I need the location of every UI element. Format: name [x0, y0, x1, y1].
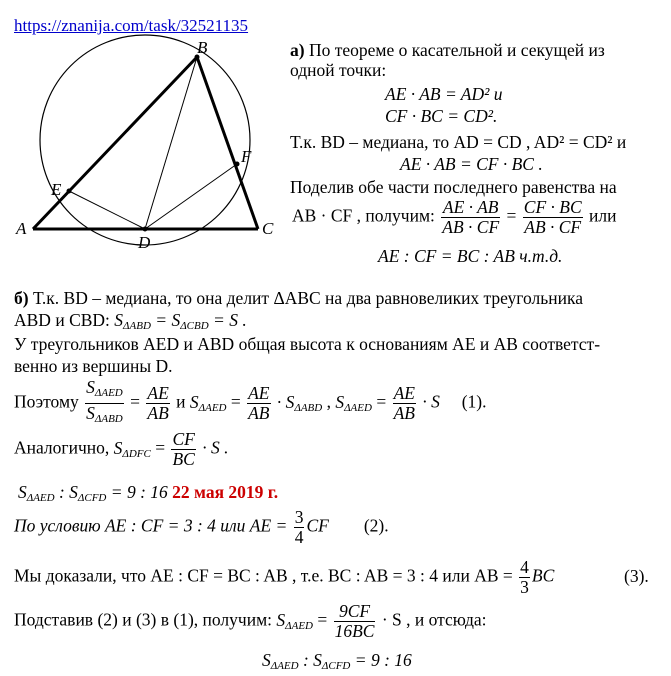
part-a-line2: одной точки:	[290, 60, 387, 80]
part-a-eq2: CF · BC = CD².	[385, 106, 498, 126]
part-b-line3: У треугольников AED и ABD общая высота к основаниям AE и AB соответст-	[14, 334, 601, 354]
label-d: D	[138, 233, 151, 252]
part-a-eq3: AE · AB = CF · BC .	[400, 154, 543, 174]
part-b-line4: венно из вершины D.	[14, 356, 173, 376]
part-a-eq4: AE : CF = BC : AB ч.т.д.	[378, 246, 563, 266]
segment-fd	[145, 164, 237, 229]
part-b-line6: Аналогично, $S_{\Delta DFC}$ = $\frac{CF}{BC}$ · S .	[14, 429, 229, 469]
part-a-line1-text: По теореме о касательной и секущей из	[304, 40, 605, 60]
part-a-head: а)	[290, 40, 305, 60]
part-a-line4: Поделив обе части последнего равенства на	[290, 177, 617, 197]
fraction-cf-bc-over-ab-cf: $\frac{CF \cdot BC}{AB \cdot CF}$	[523, 197, 582, 237]
part-a-line5-pre: AB · CF , получим:	[292, 205, 435, 226]
point-f	[235, 162, 240, 167]
part-b-line7: $S_{\Delta AED}$ : $S_{\Delta CFD} = 9$ : 16 22 мая 2019 г.	[18, 482, 279, 504]
part-b-line9: Мы доказали, что AE : CF = BC : AB , т.е. BC : AB = 3 : 4 или AB = $\frac{4}{3}$ BC	[14, 557, 555, 597]
part-b-line11: $S_{\Delta AED}$ : $S_{\Delta CFD} = 9$ : 16	[262, 650, 412, 672]
fraction-4-over-3: $\frac{4}{3}$	[520, 557, 529, 597]
part-b-line10: Подставив (2) и (3) в (1), получим: $S_{\Delta AED}$ = $\frac{9CF}{16BC}$ · S , и отсюда:	[14, 601, 487, 641]
part-b-line8: По условию AE : CF = 3 : 4 или AE = $\frac{3}{4}$ CF (2).	[14, 507, 389, 547]
fraction-3-over-4: $\frac{3}{4}$	[294, 507, 304, 547]
fraction-ae-over-ab-3: $\frac{AE}{AB}$	[393, 383, 415, 423]
part-b-line5: Поэтому $\frac{S_{\Delta AED}}{S_{\Delta ABD}}$ = $\frac{AE}{AB}$ и $S_{\Delta AED}$ = $\frac{AE}{AB}$ · $S_{\Delta ABD}$ , $S_{\Delta AED}$ = $\frac{AE}{AB}$ · S (1).	[14, 378, 486, 429]
geometry-figure	[0, 0, 290, 260]
side-bc	[197, 57, 258, 229]
date-stamp: 22 мая 2019 г.	[172, 482, 279, 502]
label-f: F	[241, 147, 252, 166]
fraction-cf-over-bc: $\frac{CF}{BC}$	[172, 429, 195, 469]
fraction-ae-ab-over-ab-cf: $\frac{AE \cdot AB}{AB \cdot CF}$	[442, 197, 500, 237]
label-e: E	[51, 180, 62, 199]
part-b-line1-text: Т.к. BD – медиана, то она делит ΔABC на два равновеликих треугольника	[28, 288, 583, 308]
part-a-line3: Т.к. BD – медиана, то AD = CD , AD² = CD² и	[290, 132, 627, 152]
part-b-line9-num: (3).	[624, 566, 649, 586]
part-a-line5-post: или	[589, 205, 617, 226]
part-a-line1	[290, 40, 605, 60]
fraction-ae-over-ab-2: $\frac{AE}{AB}$	[248, 383, 270, 423]
part-b-line2: ABD и CBD: $S_{\Delta ABD} = S_{\Delta CBD} = S$ .	[14, 310, 247, 332]
circle	[40, 35, 250, 245]
part-a-eq1: AE · AB = AD² и	[385, 84, 503, 104]
source-link[interactable]: https://znanija.com/task/32521135	[14, 16, 249, 35]
fraction-s-aed-over-s-abd: $\frac{S_{\Delta AED}}{S_{\Delta ABD}}$	[86, 377, 123, 425]
part-b-head: б)	[14, 288, 29, 308]
label-b: B	[197, 38, 208, 57]
fraction-ae-over-ab: $\frac{AE}{AB}$	[147, 383, 169, 423]
point-e	[67, 189, 72, 194]
label-a: A	[16, 219, 27, 238]
part-b-line1	[14, 288, 583, 308]
point-d	[143, 227, 148, 232]
label-c: C	[262, 219, 274, 238]
part-a-line5: AB · CF , получим: $\frac{AE \cdot AB}{AB \cdot CF}$ = $\frac{CF \cdot BC}{AB \cdot CF}$ или	[292, 197, 617, 237]
fraction-9cf-over-16bc: $\frac{9CF}{16BC}$	[334, 601, 375, 641]
